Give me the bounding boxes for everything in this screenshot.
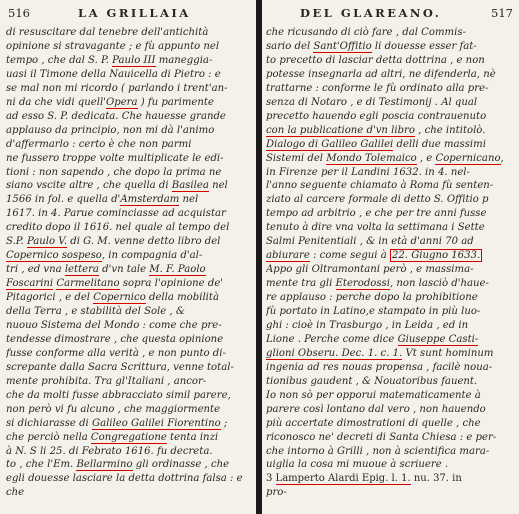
right-text-line: to precetto di lasciar detta dottrina , e non xyxy=(266,54,485,66)
underlined-phrase: M. F. Paolo xyxy=(149,264,206,276)
right-text-line: re applauso : perche dopo la prohibitione xyxy=(266,292,478,304)
left-text-line: 1617. in 4. Parue cominciasse ad acquistar xyxy=(6,208,226,220)
left-text-line: nuouo Sistema del Mondo : come che pre- xyxy=(6,319,222,331)
left-text-line: mente prohibita. Tra gl'Italiani , ancor- xyxy=(6,375,207,387)
underlined-phrase: Galileo Galilei Fiorentino xyxy=(92,417,221,429)
underlined-phrase: Lamperto Alardi Epig. l. 1. xyxy=(275,473,411,485)
right-text-line: trattarne : conforme le fù ordinato alla pre- xyxy=(266,82,489,94)
underlined-phrase: Mondo Tolemaico xyxy=(326,152,417,164)
left-text-line: non però vi fu alcuno , che maggiormente xyxy=(6,403,221,415)
left-text-line: fusse conforme alla verità , e non punto di- xyxy=(6,347,226,359)
left-text-line: ad esso S. P. dedicata. Che hauesse grande xyxy=(6,110,226,122)
left-text-line: à N. S li 25. di Febrato 1616. fu decreta. xyxy=(6,445,213,457)
right-text-line: Io non sò per opporui matematicamente à xyxy=(266,389,481,401)
left-text-line: to , che l'Em. Bellarmino gli ordinasse , che xyxy=(6,459,230,471)
left-text-line: screpante dalla Sacra Scrittura, venne total- xyxy=(6,361,234,373)
right-text-line: ziato al carcere formale di detto S. Offitio p xyxy=(266,194,489,206)
left-text-line: uasi il Timone della Nauicella di Pietro : e xyxy=(6,68,221,80)
underlined-phrase: Bellarmino xyxy=(76,459,133,471)
left-text-line: opinione si stravagante ; e fù appunto nel xyxy=(6,40,220,52)
underlined-phrase: abiurare xyxy=(266,250,310,262)
underlined-phrase: Dialogo di Galileo Galilei xyxy=(266,138,394,150)
right-text-line: precetto hauendo egli poscia contrauenuto xyxy=(266,110,487,122)
underlined-phrase: Copernico sospeso xyxy=(6,250,102,262)
left-text-line: di resuscitare dal tenebre dell'antichità xyxy=(6,27,209,38)
left-page xyxy=(0,0,256,514)
underlined-phrase: Copernico xyxy=(93,292,146,304)
right-text-line: ghi : cioè in Trasburgo , in Leida , ed in xyxy=(266,319,469,331)
right-text-line: con la publicatione d'vn libro , che intitolò. xyxy=(266,124,486,136)
left-text-line: della Terra , e stabilità del Sole , & xyxy=(6,306,185,317)
left-text-line: si dichiarasse di Galileo Galilei Fiorentino ; xyxy=(6,417,228,429)
left-text-line: ne fussero troppe volte multiplicate le edi- xyxy=(6,152,224,164)
right-text-line: più accertate dimostrationi di quelle , che xyxy=(266,417,481,429)
left-text-line: tioni : non sapendo , che dopo la prima ne xyxy=(6,166,222,178)
underlined-phrase: Basilea xyxy=(171,180,209,192)
left-text-line: siano vscite altre , che quella di Basilea nel xyxy=(6,180,228,192)
right-page-header xyxy=(262,6,519,22)
right-page-number: 517 xyxy=(491,6,513,20)
underlined-phrase: Foscarini xyxy=(6,278,54,290)
underlined-phrase: Amsterdam xyxy=(120,194,180,206)
boxed-phrase: 22. Giugno 1633. xyxy=(391,250,481,262)
right-text-line: abiurare : come segui à 22. Giugno 1633. xyxy=(266,250,481,262)
right-text-line: glioni Obseru. Dec. 1. c. 1. Vt sunt hominum xyxy=(266,347,494,359)
left-text-line: ni da che vidi quell'Opera ) fu parimente xyxy=(6,96,214,108)
right-running-head: DEL GLAREANO. xyxy=(300,6,442,20)
left-text-line: che perciò nella Congregatione tenta inzi xyxy=(6,431,219,443)
right-page xyxy=(262,0,519,514)
left-running-head: LA GRILLAIA xyxy=(78,6,191,20)
left-text-line: tempo , che dal S. P. Paulo III maneggia- xyxy=(6,54,213,66)
right-text-line: tionibus gaudent , & Nouatoribus fauent. xyxy=(266,375,478,387)
left-text-line: Pitagorici , e del Copernico della mobilità xyxy=(6,292,219,304)
left-text-line: tri , ed vna lettera d'vn tale M. F. Paolo xyxy=(6,264,206,276)
right-text-line: che ricusando di ciò fare , dal Commis- xyxy=(266,27,466,38)
underlined-phrase: Paulo III xyxy=(112,54,156,66)
left-text-line: che da molti fusse abbracciato simil parere, xyxy=(6,389,231,401)
right-text-line: mente tra gli Eterodossi, non lasciò d'haue- xyxy=(266,278,489,290)
right-text-line: in Firenze per il Landini 1632. in 4. nel- xyxy=(266,166,470,178)
left-text-line: d'affermarlo : certo è che non parmi xyxy=(6,138,192,150)
right-text-line: potesse insegnarla ad altri, ne difenderla, nè xyxy=(266,68,496,80)
left-text-line: Foscarini Carmelitano sopra l'opinione de' xyxy=(6,278,224,290)
left-text-line: 1566 in fol. e quella d'Amsterdam nel xyxy=(6,194,199,206)
left-text-line: che xyxy=(6,487,25,499)
underlined-phrase: Sant'Offitio xyxy=(313,40,372,52)
underlined-phrase: Opera xyxy=(105,96,138,108)
right-text-line: fù portato in Latino,e stampato in più luo- xyxy=(266,306,481,317)
underlined-phrase: Giuseppe Casti- xyxy=(397,333,479,345)
right-text-line: senza di Notaro , e di Testimonij . Al qual xyxy=(266,96,478,108)
underlined-phrase: Carmelitano xyxy=(56,278,120,290)
right-text-line: che intorno à Grilli , non à scientifica mara- xyxy=(266,445,490,457)
left-text-line: egli douesse lasciare la detta dottrina falsa : e xyxy=(6,473,243,485)
right-text-line: uiglia la cosa mi muoue à scriuere . xyxy=(266,459,449,471)
right-text-line: parere così lontano dal vero , non hauendo xyxy=(266,403,486,415)
right-text-line: Dialogo di Galileo Galilei delli due massimi xyxy=(266,138,486,150)
right-text-line: tempo ad arbitrio , e che per tre anni fusse xyxy=(266,208,487,220)
right-text-line: l'anno seguente chiamato à Roma fù senten- xyxy=(266,180,494,192)
underlined-phrase: Congregatione xyxy=(90,431,167,443)
underlined-phrase: glioni Obseru. Dec. 1. c. 1. xyxy=(266,347,403,359)
right-text-line: tenuto à dire vna volta la settimana i Sette xyxy=(266,222,485,234)
right-text-line: riconosco ne' decreti di Santa Chiesa : e per- xyxy=(266,431,497,443)
left-page-number: 516 xyxy=(8,6,30,20)
right-text-line: sario del Sant'Offitio li douesse esser fat- xyxy=(266,40,477,52)
right-text-line: Salmi Penitentiali , & in età d'anni 70 ad xyxy=(266,236,474,248)
right-text-line: Lione . Perche come dice Giuseppe Casti- xyxy=(266,333,479,345)
underlined-phrase: Eterodossi xyxy=(335,278,390,290)
left-text-line: S.P. Paulo V. di G. M. venne detto libro del xyxy=(6,236,221,248)
underlined-phrase: Copernicano xyxy=(435,152,501,164)
right-text-line: Appo gli Oltramontani però , e massima- xyxy=(266,264,474,276)
left-text-line: se mal non mi ricordo ( parlando i trent'an- xyxy=(6,82,228,94)
underlined-phrase: Paulo V. xyxy=(26,236,68,248)
right-text-line: ingenia ad res nouas propensa , facilè noua- xyxy=(266,361,493,373)
left-text-line: applauso da principio, non mi dà l'animo xyxy=(6,124,215,136)
left-page-header xyxy=(0,6,256,22)
left-text-line: tendesse dimostrare , che questa opinione xyxy=(6,333,224,345)
underlined-phrase: lettera xyxy=(64,264,99,276)
underlined-phrase: con la publicatione d'vn libro xyxy=(266,124,415,136)
right-text-line: Sistemi del Mondo Tolemaico , e Copernicano, xyxy=(266,152,504,164)
right-text-line: 3 Lamperto Alardi Epig. l. 1. nu. 37. in xyxy=(266,473,462,485)
right-text-line: pro- xyxy=(266,487,287,499)
left-text-line: credito dopo il 1616. nel quale al tempo del xyxy=(6,222,230,234)
left-text-line: Copernico sospeso, in compagnia d'al- xyxy=(6,250,203,262)
